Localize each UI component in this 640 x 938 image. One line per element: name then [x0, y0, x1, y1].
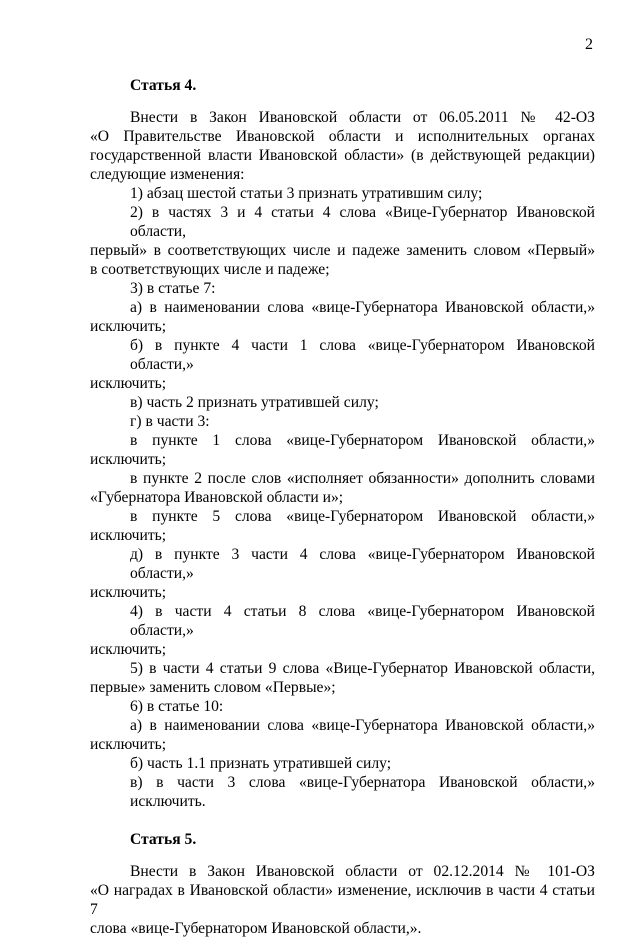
- article-5-text: [90, 862, 595, 938]
- text-line: Внести в Закон Ивановской области от 06.05.2011 № 42-ОЗ: [130, 109, 595, 126]
- text-line: исключить;: [90, 527, 167, 544]
- article-5: [90, 830, 595, 938]
- text-line: исключить;: [90, 318, 167, 335]
- text-line: исключить;: [90, 736, 167, 753]
- text-line: 4) в части 4 статьи 8 слова «вице-Губернатором Ивановской области,»: [130, 603, 595, 639]
- text-line: 3) в статье 7:: [130, 280, 216, 297]
- text-line: следующие изменения:: [90, 166, 245, 183]
- text-line: Внести в Закон Ивановской области от 02.12.2014 № 101-ОЗ: [130, 863, 595, 880]
- text-line: г) в части 3:: [130, 413, 210, 430]
- text-line: первый» в соответствующих числе и падеже заменить словом «Первый»: [90, 242, 595, 259]
- article-4-text: [90, 108, 595, 811]
- text-line: слова «вице-Губернатором Ивановской области,».: [90, 920, 422, 937]
- article-5-heading: Статья 5.: [130, 831, 197, 848]
- text-line: в пункте 5 слова «вице-Губернатором Ивановской области,»: [130, 508, 595, 525]
- text-line: исключить;: [90, 451, 167, 468]
- text-line: в пункте 1 слова «вице-Губернатором Ивановской области,»: [130, 432, 595, 449]
- document-body: [90, 76, 595, 938]
- text-line: 2) в частях 3 и 4 статьи 4 слова «Вице-Губернатор Ивановской области,: [130, 204, 595, 240]
- text-line: «О наградах в Ивановской области» изменение, исключив в части 4 статьи 7: [90, 882, 595, 918]
- text-line: исключить;: [90, 584, 167, 601]
- article-4-heading: Статья 4.: [130, 77, 197, 94]
- text-line: государственной власти Ивановской области» (в действующей редакции): [90, 147, 595, 164]
- text-line: а) в наименовании слова «вице-Губернатора Ивановской области,»: [130, 299, 595, 316]
- text-line: 1) абзац шестой статьи 3 признать утратившим силу;: [130, 185, 483, 202]
- text-line: б) часть 1.1 признать утратившей силу;: [130, 755, 392, 772]
- text-line: д) в пункте 3 части 4 слова «вице-Губернатором Ивановской области,»: [130, 546, 595, 582]
- text-line: «О Правительстве Ивановской области и исполнительных органах: [90, 128, 595, 145]
- text-line: в соответствующих числе и падеже;: [90, 261, 330, 278]
- article-4: [90, 76, 595, 811]
- page-number: 2: [585, 36, 593, 53]
- text-line: первые» заменить словом «Первые»;: [90, 679, 336, 696]
- text-line: 6) в статье 10:: [130, 698, 224, 715]
- text-line: 5) в части 4 статьи 9 слова «Вице-Губернатор Ивановской области,: [130, 660, 595, 677]
- text-line: «Губернатора Ивановской области и»;: [90, 489, 344, 506]
- text-line: б) в пункте 4 части 1 слова «вице-Губернатором Ивановской области,»: [130, 337, 595, 373]
- text-line: в пункте 2 после слов «исполняет обязанности» дополнить словами: [130, 470, 595, 487]
- text-line: исключить;: [90, 375, 167, 392]
- text-line: в) в части 3 слова «вице-Губернатора Ивановской области,» исключить.: [130, 774, 595, 810]
- text-line: а) в наименовании слова «вице-Губернатора Ивановской области,»: [130, 717, 595, 734]
- text-line: в) часть 2 признать утратившей силу;: [130, 394, 379, 411]
- text-line: исключить;: [90, 641, 167, 658]
